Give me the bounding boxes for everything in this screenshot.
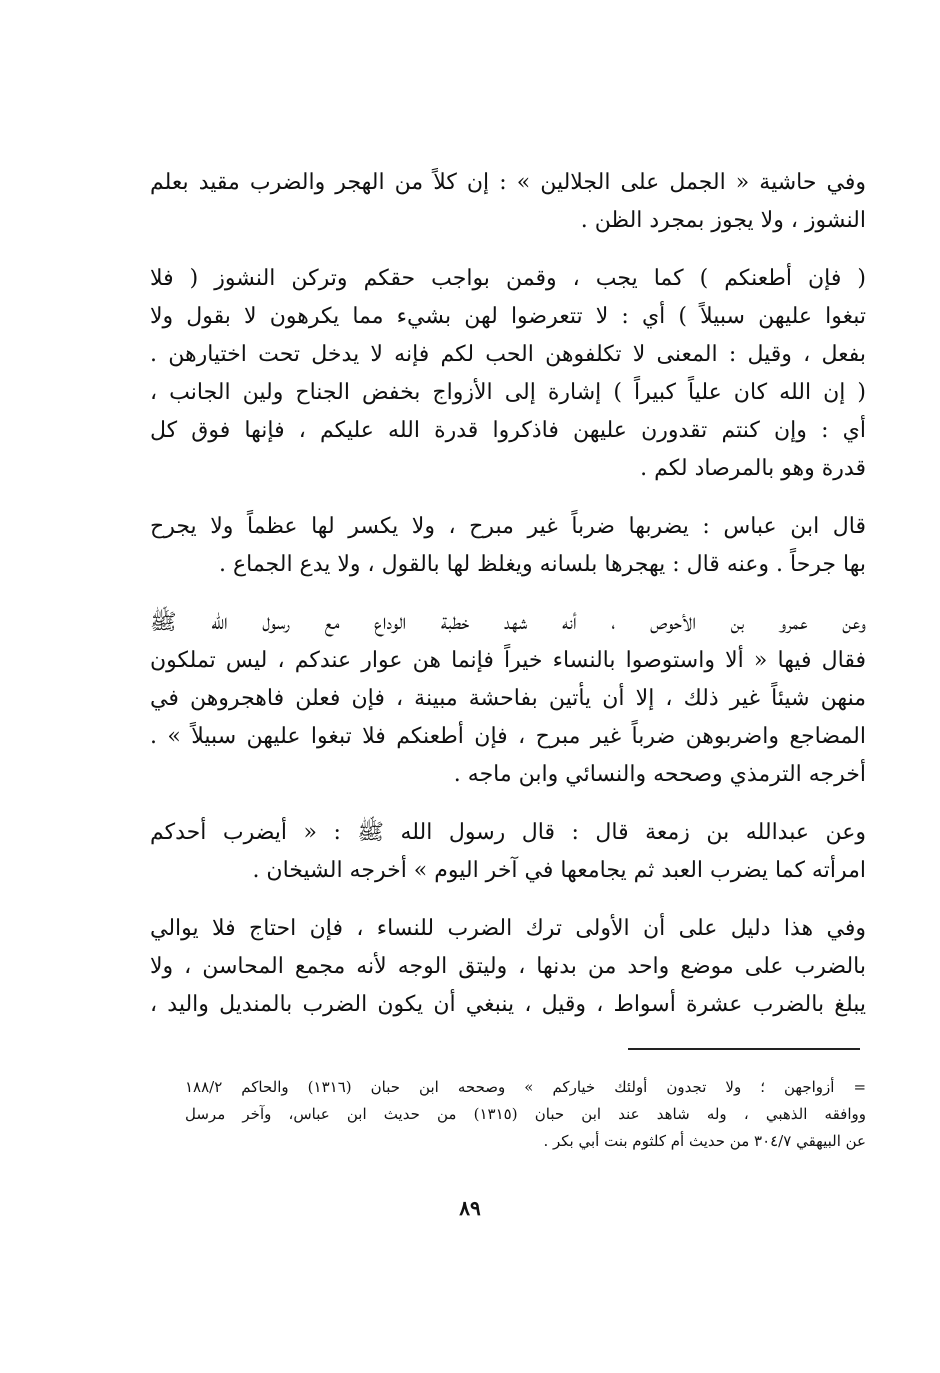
text-line: وفي هذا دليل على أن الأولى ترك الضرب للنساء ، فإن احتاج فلا يوالي <box>150 916 866 941</box>
paragraph-6 <box>150 910 866 1024</box>
text-line: بها جرحاً . وعنه قال : يهجرها بلسانه ويغلظ لها بالقول ، ولا يدع الجماع . <box>219 552 866 577</box>
footnote-line: ووافقه الذهبي ، وله شاهد عند ابن حبان (١٣١٥) من حديث ابن عباس، وآخر مرسل <box>185 1105 867 1123</box>
footnote-separator <box>628 1048 860 1050</box>
paragraph-3 <box>150 508 866 584</box>
text-line: وعن عبدالله بن زمعة قال : قال رسول الله ﷺ : « أيضرب أحدكم <box>150 820 866 845</box>
page-number: ٨٩ <box>459 1196 481 1220</box>
text-line: المضاجع واضربوهن ضرباً غير مبرح ، فإن أطعنكم فلا تبغوا عليهن سبيلاً » . <box>150 724 866 749</box>
paragraph-5 <box>150 814 866 890</box>
footnote-line: عن البيهقي ٣٠٤/٧ من حديث أم كلثوم بنت أبي بكر . <box>543 1132 866 1150</box>
text-line: بفعل ، وقيل : المعنى لا تكلفوهن الحب لكم فإنه لا يدخل تحت اختيارهن . <box>150 342 866 367</box>
text-line: النشوز ، ولا يجوز بمجرد الظن . <box>580 208 866 233</box>
paragraph-1 <box>150 164 866 240</box>
text-line: فقال فيها « ألا واستوصوا بالنساء خيراً فإنما هن عوار عندكم ، ليس تملكون <box>150 648 866 673</box>
text-line: تبغوا عليهن سبيلاً ) أي : لا تتعرضوا لهن بشيء مما يكرهون لا بقول ولا <box>150 304 866 329</box>
text-line: قال ابن عباس : يضربها ضرباً غير مبرح ، ولا يكسر لها عظماً ولا يجرح <box>150 514 866 539</box>
text-line: بالضرب على موضع واحد من بدنها ، وليتق الوجه لأنه مجمع المحاسن ، ولا <box>150 954 866 979</box>
paragraph-4 <box>150 604 866 794</box>
text-line: أي : وإن كنتم تقدورن عليهن فاذكروا قدرة الله عليكم ، فإنها فوق كل <box>150 418 866 443</box>
footnote-line: = أزواجهن ؛ ولا تجدون أولئك خياركم » وصححه ابن حبان (١٣١٦) والحاكم ١٨٨/٢ <box>185 1078 867 1096</box>
footnote <box>185 1074 866 1155</box>
text-line: وعن عمرو بن الأحوص ، أنه شهد خطبة الوداع مع رسول الله ﷺ <box>150 610 866 635</box>
text-line: ( إن الله كان علياً كبيراً ) إشارة إلى الأزواج بخفض الجناح ولين الجانب ، <box>150 380 866 405</box>
text-line: قدرة وهو بالمرصاد لكم . <box>640 456 866 481</box>
text-line: منهن شيئاً غير ذلك ، إلا أن يأتين بفاحشة مبينة ، فإن فعلن فاهجروهن في <box>150 686 866 711</box>
paragraph-2 <box>150 260 866 488</box>
text-line: ( فإن أطعنكم ) كما يجب ، وقمن بواجب حقكم وتركن النشوز ( فلا <box>150 266 866 291</box>
text-line: يبلغ بالضرب عشرة أسواط ، وقيل ، ينبغي أن يكون الضرب بالمنديل واليد ، <box>150 992 866 1017</box>
text-line: وفي حاشية « الجمل على الجلالين » : إن كلاً من الهجر والضرب مقيد بعلم <box>150 170 866 195</box>
text-line: امرأته كما يضرب العبد ثم يجامعها في آخر اليوم » أخرجه الشيخان . <box>252 858 866 883</box>
text-line: أخرجه الترمذي وصححه والنسائي وابن ماجه . <box>453 762 866 787</box>
